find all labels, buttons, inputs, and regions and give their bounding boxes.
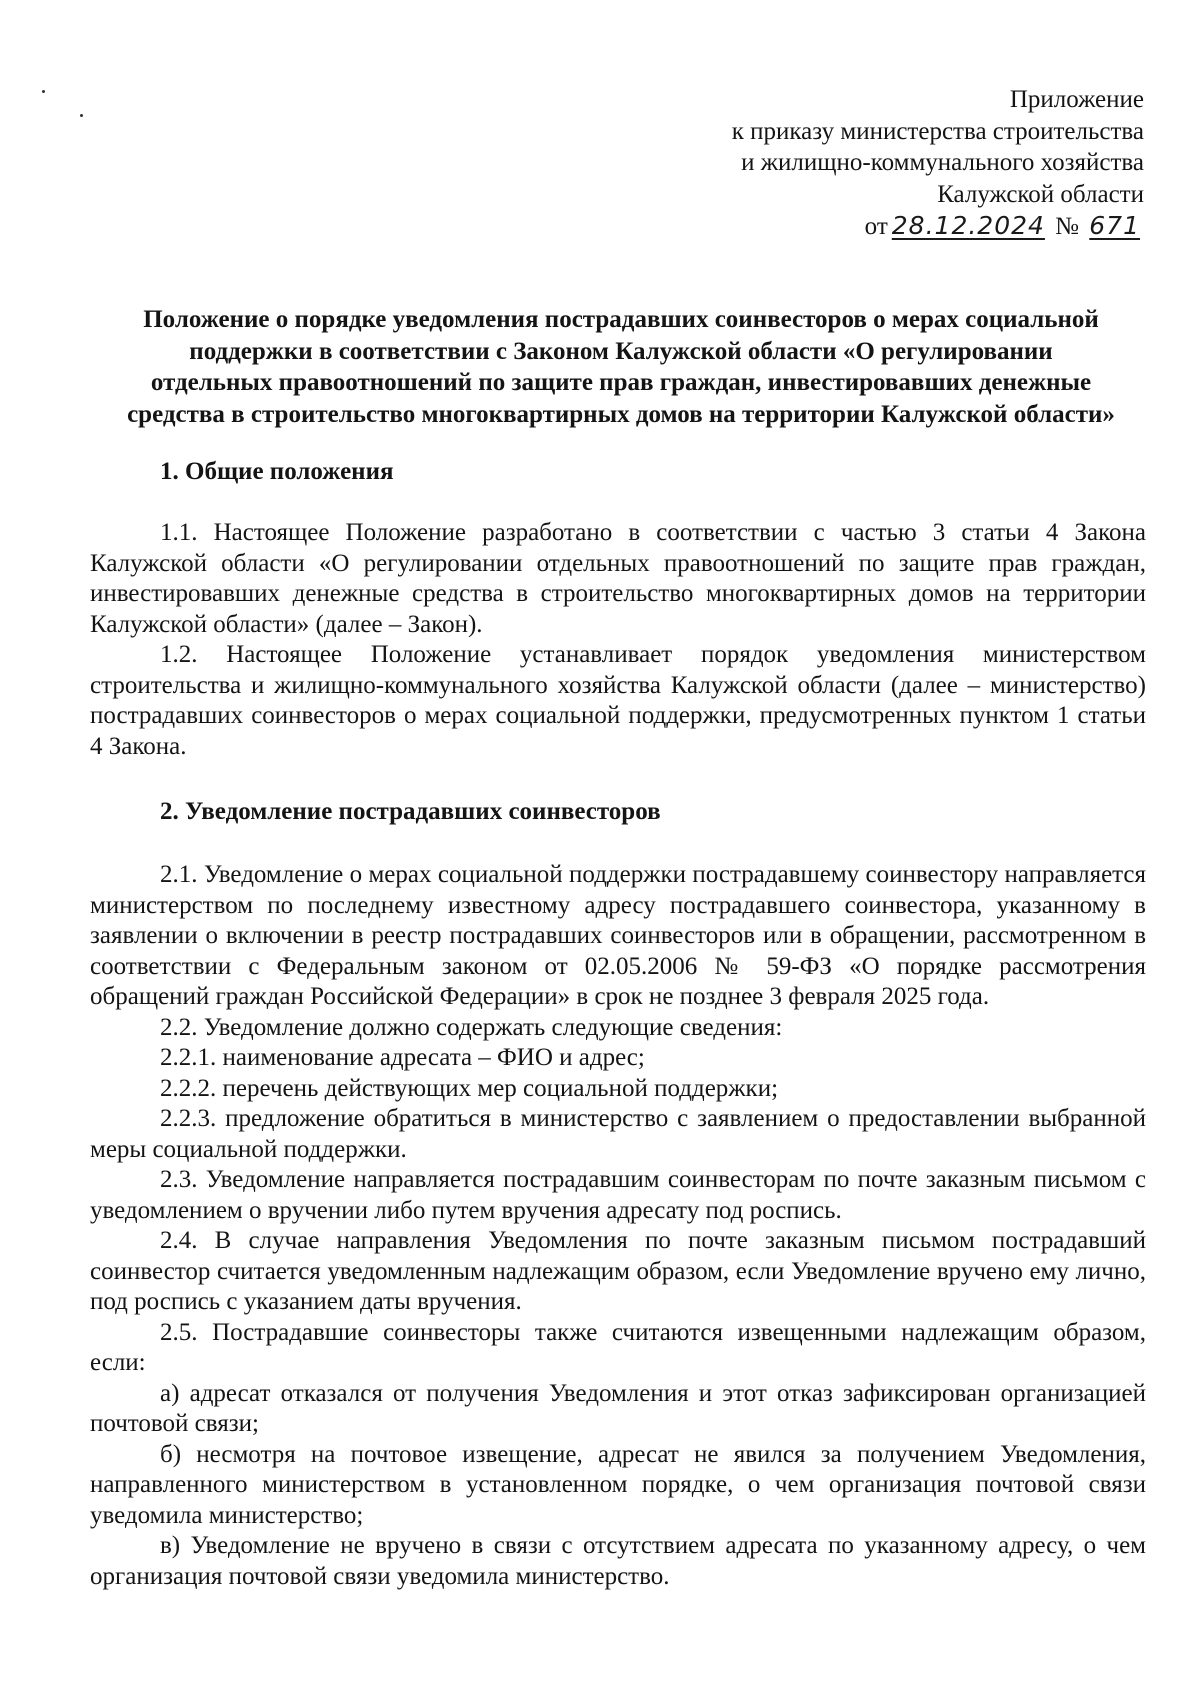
scan-speck — [42, 90, 45, 93]
section-2-body — [90, 860, 1146, 1592]
section-2-heading: 2. Уведомление пострадавших соинвесторов — [160, 798, 661, 825]
approval-line-1: Приложение — [1009, 86, 1144, 113]
paragraph-2-5-b: б) несмотря на почтовое извещение, адресат не явился за получением Уведомления, направленного министерством в установленном порядке, о чем организация почтовой связи уведомила министерство; — [90, 1440, 1146, 1529]
handwritten-date: 28.12.2024 — [891, 211, 1045, 240]
paragraph-1-1: 1.1. Настоящее Положение разработано в соответствии с частью 3 статьи 4 Закона Калужской области «О регулировании отдельных правоотношений по защите прав граждан, инвестировавших денежные средства в строительство многоквартирных домов на территории Калужской области» (далее – Закон). — [90, 519, 1146, 638]
paragraph-2-1: 2.1. Уведомление о мерах социальной поддержки пострадавшему соинвестору направляется министерством по последнему известному адресу пострадавшего соинвестора, указанному в заявлении о включении в реестр пострадавших соинвесторов или в обращении, рассмотренном в соответствии с Федеральным законом от 02.05.2006 № 59-ФЗ «О порядке рассмотрения обращений граждан Российской Федерации» в срок не позднее 3 февраля 2025 года. — [90, 861, 1146, 1010]
paragraph-2-2: 2.2. Уведомление должно содержать следующие сведения: — [160, 1013, 783, 1041]
approval-line-3: и жилищно-коммунального хозяйства — [741, 149, 1144, 176]
paragraph-2-3: 2.3. Уведомление направляется пострадавшим соинвесторам по почте заказным письмом с уведомлением о вручении либо путем вручения адресату под роспись. — [90, 1166, 1146, 1224]
paragraph-2-2-2: 2.2.2. перечень действующих мер социальной поддержки; — [160, 1074, 779, 1102]
section-1-heading: 1. Общие положения — [160, 458, 394, 485]
scan-speck — [80, 114, 83, 117]
paragraph-2-2-1: 2.2.1. наименование адресата – ФИО и адрес; — [160, 1044, 645, 1071]
paragraph-2-4: 2.4. В случае направления Уведомления по почте заказным письмом пострадавший соинвестор считается уведомленным надлежащим образом, если Уведомление вручено ему лично, под роспись с указанием даты вручения. — [90, 1227, 1146, 1315]
title-line-2: поддержки в соответствии с Законом Калужской области «О регулировании — [189, 337, 1053, 365]
approval-date-line — [624, 210, 1144, 243]
paragraph-2-5-c: в) Уведомление не вручено в связи с отсутствием адресата по указанному адресу, о чем организация почтовой связи уведомила министерство. — [90, 1532, 1146, 1590]
number-prefix: № — [1055, 213, 1080, 240]
paragraph-1-2: 1.2. Настоящее Положение устанавливает порядок уведомления министерством строительства и жилищно-коммунального хозяйства Калужской области (далее – министерство) пострадавших соинвесторов о мерах социальной поддержки, предусмотренных пунктом 1 статьи 4 Закона. — [90, 641, 1146, 760]
title-line-4: средства в строительство многоквартирных домов на территории Калужской области» — [127, 400, 1115, 428]
document-title — [96, 304, 1146, 430]
handwritten-number: 671 — [1089, 211, 1140, 240]
paragraph-2-5-a: а) адресат отказался от получения Уведомления и этот отказ зафиксирован организацией почтовой связи; — [90, 1379, 1146, 1437]
section-1-body — [90, 518, 1146, 762]
approval-line-4: Калужской области — [937, 180, 1144, 208]
date-prefix: от — [864, 213, 888, 240]
title-line-1: Положение о порядке уведомления пострадавших соинвесторов о мерах социальной — [143, 306, 1099, 333]
approval-line-2: к приказу министерства строительства — [731, 117, 1144, 145]
title-line-3: отдельных правоотношений по защите прав граждан, инвестировавших денежные — [150, 369, 1092, 396]
approval-stamp — [624, 84, 1144, 243]
paragraph-2-2-3: 2.2.3. предложение обратиться в министерство с заявлением о предоставлении выбранной меры социальной поддержки. — [90, 1105, 1146, 1163]
paragraph-2-5: 2.5. Пострадавшие соинвесторы также считаются извещенными надлежащим образом, если: — [90, 1318, 1146, 1376]
